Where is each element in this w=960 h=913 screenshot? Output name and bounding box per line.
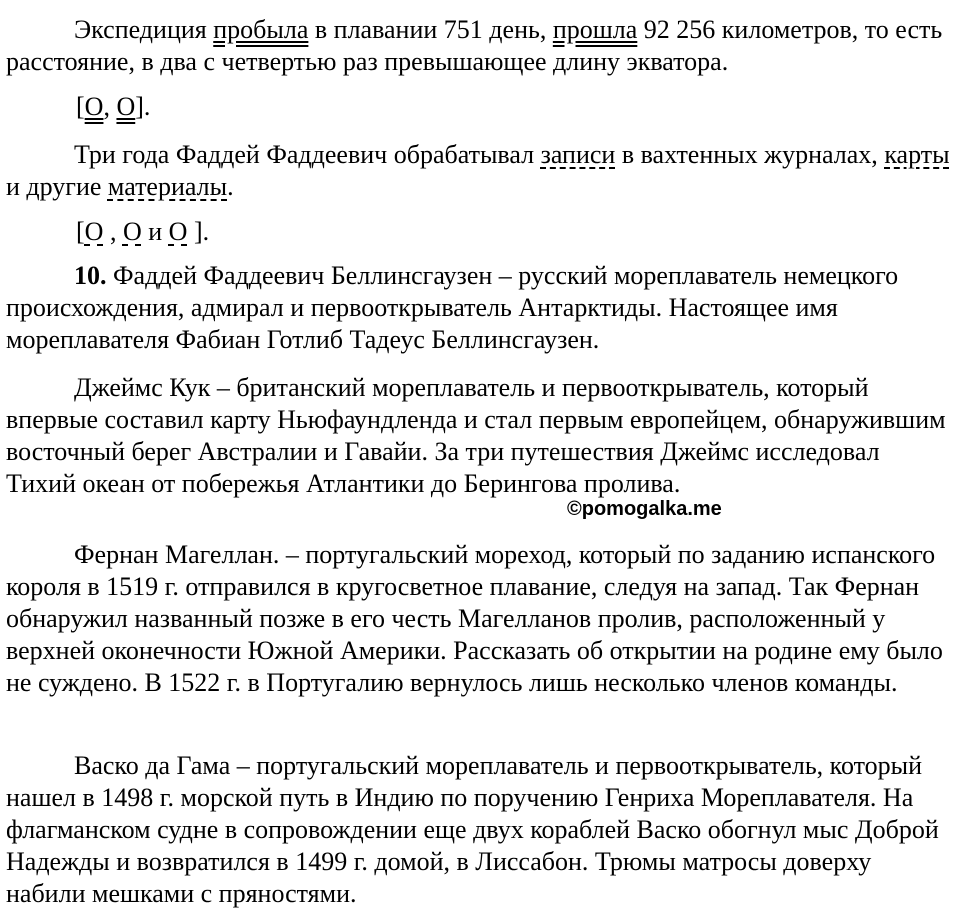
text-segment: Три года Фаддей Фаддеевич обрабатывал (74, 140, 541, 169)
text-segment: в плавании 751 день, (308, 15, 553, 44)
paragraph-vasco-da-gama (6, 750, 956, 910)
sentence-scheme-1 (76, 91, 150, 123)
scheme-object-3: О (168, 217, 188, 246)
bracket-open: [ (76, 217, 85, 246)
text-segment: Васко да Гама – португальский мореплаватель и первооткрыватель, который нашел в 1498 г. морской путь в Индию по поручению Генриха Мореплавателя. На флагманском судне в сопровождении еще двух кораблей Васко обогнул мыс Доброй Надежды и возвратился в 1499 г. домой, в Лиссабон. Трюмы матросы доверху набили мешками с пряностями. (6, 751, 939, 908)
scheme-object-1: О (84, 217, 104, 246)
text-segment: Фернан Магеллан. – португальский мореход, который по заданию испанского короля в 1519 г. отправился в кругосветное плавание, следуя на запад. Так Фернан обнаружил названный позже в его честь Магелланов пролив, расположенный у верхней оконечности Южной Америки. Рассказать об открытии на родине ему было не суждено. В 1522 г. в Португалию вернулось лишь несколько членов команды. (6, 540, 943, 697)
scheme-separator: и (141, 217, 169, 246)
text-segment: Экспедиция (74, 15, 214, 44)
predicate-proshla: прошла (552, 15, 638, 44)
watermark-text: ©pomogalka.me (567, 498, 722, 520)
bracket-close: ]. (187, 217, 210, 246)
paragraph-magellan (6, 539, 956, 699)
text-segment: Джеймс Кук – британский мореплаватель и первооткрыватель, который впервые составил карту Ньюфаундленда и стал первым европейцем, обнаружившим восточный берег Австралии и Гавайи. За три путешествия Джеймс исследовал Тихий океан от побережья Атлантики до Берингова пролива. (6, 373, 946, 498)
paragraph-faddey-records (6, 139, 956, 203)
text-segment: и другие (6, 172, 108, 201)
text-segment: Фаддей Фаддеевич Беллинсгаузен – русский мореплаватель немецкого происхождения, адмирал и первооткрыватель Антарктиды. Настоящее имя мореплавателя Фабиан Готлиб Тадеус Беллинсгаузен. (6, 261, 899, 354)
object-zapisi: записи (540, 140, 616, 169)
scheme-predicate-1: О (84, 92, 104, 121)
text-segment: в вахтенных журналах, (615, 140, 885, 169)
paragraph-expedition (6, 14, 956, 78)
scheme-separator: , (103, 217, 123, 246)
sentence-scheme-2 (76, 216, 209, 248)
paragraph-james-cook (6, 372, 956, 500)
paragraph-bellingshausen (6, 260, 956, 356)
predicate-probyla: пробыла (213, 15, 309, 44)
object-karty: карты (884, 140, 950, 169)
text-segment: 92 256 километров, то есть расстояние, в два с четвертью раз превышающее длину экватора. (6, 15, 943, 76)
scheme-predicate-2: О (116, 92, 136, 121)
bracket-close: ]. (135, 92, 151, 121)
bracket-open: [ (76, 92, 85, 121)
scheme-separator: , (103, 92, 117, 121)
text-segment: . (227, 172, 234, 201)
scheme-object-2: О (122, 217, 142, 246)
object-materialy: материалы (107, 172, 228, 201)
task-number: 10. (74, 261, 107, 290)
